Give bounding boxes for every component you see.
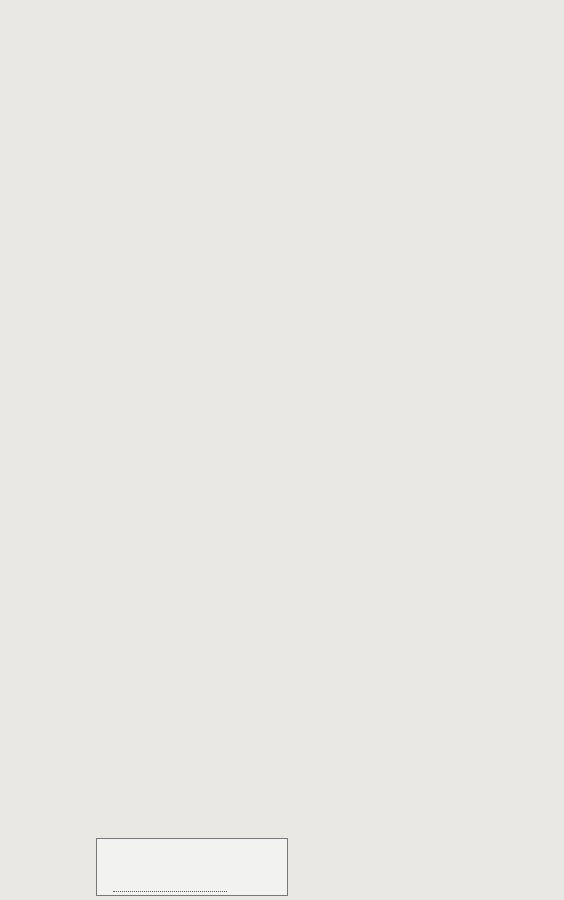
stamp-line <box>113 891 227 892</box>
library-stamp <box>96 838 288 896</box>
